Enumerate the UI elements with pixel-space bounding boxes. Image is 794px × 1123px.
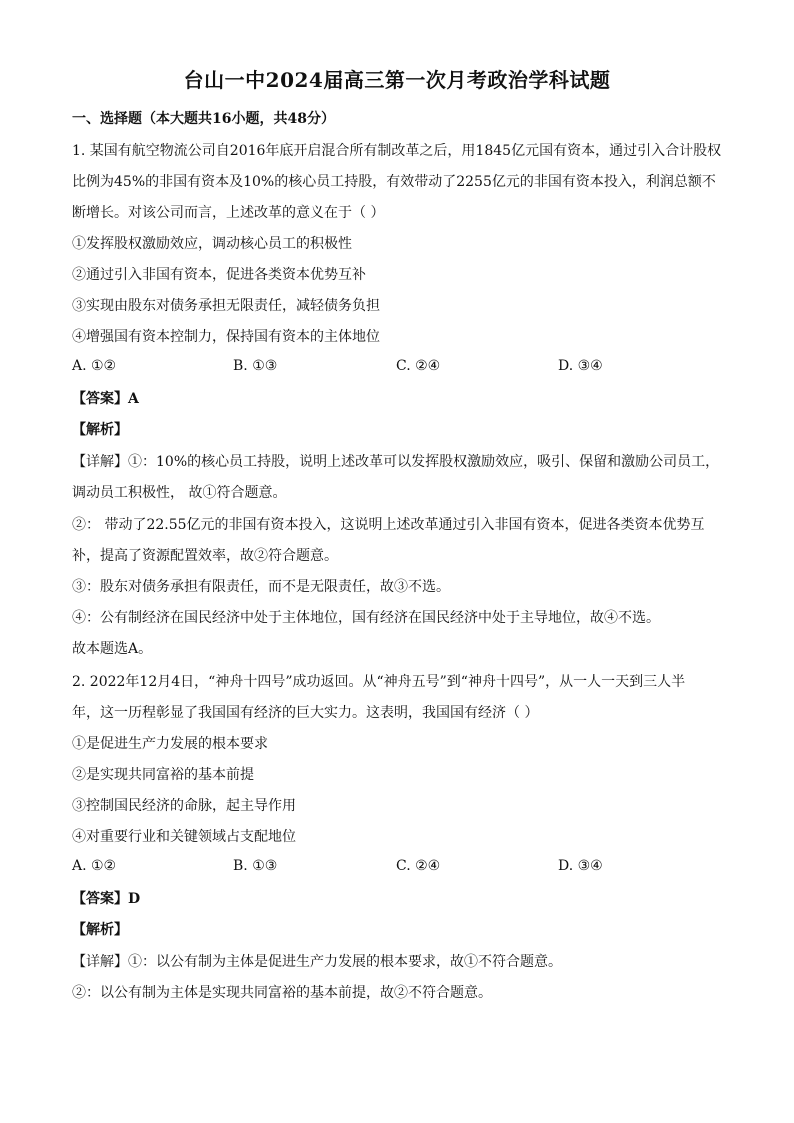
q2-stem-line-2: 年，这一历程彰显了我国国有经济的巨大实力。这表明，我国国有经济（ ） — [72, 705, 539, 721]
q1-item-1: ①发挥股权激励效应，调动核心员工的积极性 — [72, 236, 352, 252]
q2-item-2: ②是实现共同富裕的基本前提 — [72, 767, 254, 783]
q2-option-a: A. ①② — [72, 858, 117, 874]
q1-detail-1: 【详解】①：10%的核心员工持股，说明上述改革可以发挥股权激励效应，吸引、保留和激励公司员工， — [72, 454, 720, 470]
q2-item-4: ④对重要行业和关键领域占支配地位 — [72, 829, 296, 845]
q1-detail-5: ③：股东对债务承担有限责任，而不是无限责任，故③不选。 — [72, 579, 450, 595]
q2-option-d: D. ③④ — [558, 858, 603, 874]
q2-option-b: B. ①③ — [233, 858, 278, 874]
q1-options — [72, 358, 722, 378]
q2-item-1: ①是促进生产力发展的根本要求 — [72, 736, 268, 752]
q1-option-b: B. ①③ — [233, 358, 278, 374]
section-heading: 一、选择题（本大题共16小题，共48分） — [72, 111, 335, 127]
q2-options — [72, 858, 722, 878]
page-title: 台山一中2024届高三第一次月考政治学科试题 — [183, 68, 611, 92]
q1-answer: 【答案】A — [72, 391, 139, 407]
q1-option-d: D. ③④ — [558, 358, 603, 374]
q2-option-c: C. ②④ — [396, 858, 441, 874]
q1-detail-2: 调动员工积极性， 故①符合题意。 — [72, 485, 287, 501]
q1-stem-line-2: 比例为45%的非国有资本及10%的核心员工持股，有效带动了2255亿元的非国有资本投入，利润总额不 — [72, 174, 716, 190]
q2-answer: 【答案】D — [72, 891, 141, 907]
q1-detail-3: ②： 带动了22.55亿元的非国有资本投入，这说明上述改革通过引入非国有资本，促进各类资本优势互 — [72, 517, 705, 533]
q1-detail-7: 故本题选A。 — [72, 641, 153, 657]
q1-detail-4: 补，提高了资源配置效率，故②符合题意。 — [72, 548, 338, 564]
q1-detail-6: ④：公有制经济在国民经济中处于主体地位，国有经济在国民经济中处于主导地位，故④不选。 — [72, 610, 660, 626]
q1-item-3: ③实现由股东对债务承担无限责任，减轻债务负担 — [72, 298, 380, 314]
q1-item-2: ②通过引入非国有资本，促进各类资本优势互补 — [72, 267, 366, 283]
q1-item-4: ④增强国有资本控制力，保持国有资本的主体地位 — [72, 329, 380, 345]
q1-option-c: C. ②④ — [396, 358, 441, 374]
q1-option-a: A. ①② — [72, 358, 117, 374]
q2-stem-line-1: 2. 2022年12月4日，“神舟十四号”成功返回。从“神舟五号”到“神舟十四号”，从一人一天到三人半 — [72, 674, 686, 690]
q2-detail-2: ②：以公有制为主体是实现共同富裕的基本前提，故②不符合题意。 — [72, 985, 492, 1001]
q1-stem-line-3: 断增长。对该公司而言，上述改革的意义在于（ ） — [72, 205, 385, 221]
q2-detail-1: 【详解】①：以公有制为主体是促进生产力发展的根本要求，故①不符合题意。 — [72, 954, 562, 970]
q2-item-3: ③控制国民经济的命脉，起主导作用 — [72, 798, 296, 814]
q2-analysis-label: 【解析】 — [72, 922, 128, 938]
q1-stem-line-1: 1. 某国有航空物流公司自2016年底开启混合所有制改革之后，用1845亿元国有资本，通过引入合计股权 — [72, 143, 722, 159]
q1-analysis-label: 【解析】 — [72, 422, 128, 438]
